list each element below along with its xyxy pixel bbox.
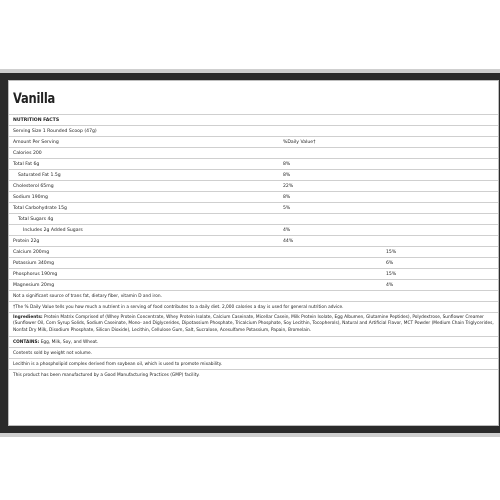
ingredients-label: Ingredients: xyxy=(13,315,43,320)
mineral-row xyxy=(9,246,498,257)
sold-by-weight-note: Contents sold by weight not volume. xyxy=(9,347,498,358)
daily-value-footnote: †The % Daily Value tells you how much a nutrient in a serving of food contributes to a daily diet. 2,000 calories a day is used for general nutrition advice. xyxy=(9,301,498,312)
amount-per-serving: Amount Per Serving xyxy=(13,140,59,145)
gmp-note: This product has been manufactured by a Good Manufacturing Practices (GMP) facility. xyxy=(9,369,498,380)
nutrient-label: Sodium 190mg xyxy=(13,195,48,200)
mineral-row xyxy=(9,268,498,279)
nutrient-row xyxy=(9,169,498,180)
mineral-dv: 4% xyxy=(386,283,394,288)
nutrient-label: Total Sugars 4g xyxy=(18,217,54,222)
nutrient-dv: 22% xyxy=(283,184,294,189)
nutrition-header-row xyxy=(9,114,498,125)
nutrient-row xyxy=(9,191,498,202)
daily-value-header: %Daily Value† xyxy=(283,140,316,145)
mineral-dv: 15% xyxy=(386,272,397,277)
nutrient-row xyxy=(9,158,498,169)
amount-per-serving-row xyxy=(9,136,498,147)
contains-text: Egg, Milk, Soy, and Wheat. xyxy=(40,340,99,346)
mineral-dv: 15% xyxy=(386,250,397,255)
calories: Calories 200 xyxy=(13,151,42,156)
mineral-label: Potassium 340mg xyxy=(13,261,55,266)
mineral-row xyxy=(9,257,498,268)
lecithin-note: Lecithin is a phospholipid complex derived from soybean oil, which is used to promote mixability. xyxy=(9,358,498,369)
nutrient-label: Total Carbohydrate 15g xyxy=(13,206,67,211)
nutrient-dv: 5% xyxy=(283,206,291,211)
ingredients-text: Protein Matrix Comprised of (Whey Protein Concentrate, Whey Protein Isolate, Calcium Caseinate, Micellar Casein, Milk Protein Isolate, Egg Albumen, Glutamine Peptides), Polydextrose, Sunflower Creamer (Sunflower Oil, Corn Syrup Solids, Sodium Caseinate, Mono- and Diglycerides, Dipotassium Phosphate, Tricalcium Phosphate, Soy Lecithin, Tocopherols), Natural and Artificial Flavor, MCT Powder (Medium Chain Triglycerides, Nonfat Dry Milk, Disodium Phosphate, Silicon Dioxide), Lecithin, Cellulose Gum, Salt, Sucralose, Acesulfame Potassium, Papain, Bromelain. xyxy=(13,315,494,333)
nutrient-dv: 4% xyxy=(283,228,291,233)
nutrient-row xyxy=(9,180,498,191)
mineral-label: Phosphorus 190mg xyxy=(13,272,58,277)
mineral-label: Magnesium 20mg xyxy=(13,283,55,288)
nutrient-row xyxy=(9,213,498,224)
nutrient-dv: 44% xyxy=(283,239,294,244)
nutrient-row xyxy=(9,235,498,246)
nutrition-card xyxy=(8,80,499,426)
nutrient-dv: 8% xyxy=(283,195,291,200)
serving-size: Serving Size 1 Rounded Scoop (47g) xyxy=(13,129,97,134)
contains-label: CONTAINS: xyxy=(13,340,40,346)
nutrient-label: Protein 22g xyxy=(13,239,40,244)
nutrient-dv: 8% xyxy=(283,173,291,178)
nutrient-label: Total Fat 6g xyxy=(13,162,40,167)
not-significant-note: Not a significant source of trans fat, dietary fiber, vitamin D and iron. xyxy=(9,290,498,301)
nutrition-table xyxy=(9,114,498,380)
mineral-dv: 6% xyxy=(386,261,394,266)
nutrition-header: NUTRITION FACTS xyxy=(13,118,60,123)
calories-row xyxy=(9,147,498,158)
mineral-label: Calcium 200mg xyxy=(13,250,50,255)
ingredients-block xyxy=(9,312,498,336)
serving-size-row xyxy=(9,125,498,136)
mineral-row xyxy=(9,279,498,290)
nutrient-label: Saturated Fat 1.5g xyxy=(18,173,61,178)
nutrient-label: Includes 2g Added Sugars xyxy=(23,228,83,233)
product-title: Vanilla xyxy=(13,91,56,107)
nutrient-row xyxy=(9,202,498,213)
nutrient-row xyxy=(9,224,498,235)
nutrient-label: Cholesterol 65mg xyxy=(13,184,54,189)
nutrient-dv: 8% xyxy=(283,162,291,167)
contains-block xyxy=(9,336,498,347)
